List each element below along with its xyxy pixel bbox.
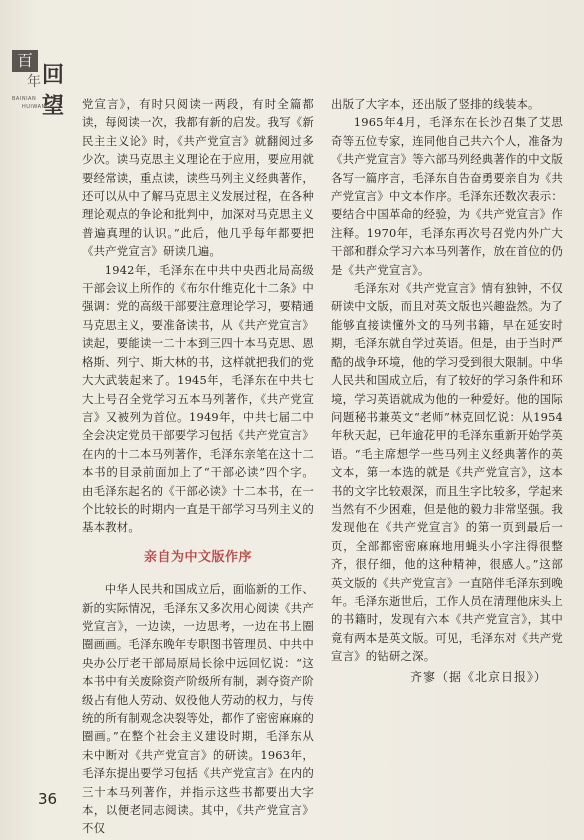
paragraph: 1965年4月，毛泽东在长沙召集了艾思奇等五位专家，连同他自己共六个人，准备为《共产党宣言》等六部马列经典著作的中文版各写一篇序言，毛泽东自告奋勇要亲自为《共产党宣言》中文本作序。毛泽东还数次表示：要结合中国革命的经验，为《共产党宣言》作注释。1970年，毛泽东再次号召党内外广大干部和群众学习六本马列著作，放在首位的仍是《共产党宣言》。 xyxy=(331,115,563,277)
section-heading xyxy=(82,548,314,567)
section-heading-text: 亲自为中文版作序 xyxy=(143,549,252,565)
logo-char-bai: 百 xyxy=(12,50,38,72)
paragraph: 毛泽东对《共产党宣言》情有独钟，不仅研读中文版，而且对英文版也兴趣盎然。为了能够直接读懂外文的马列书籍，早在延安时期，毛泽东就自学过英语。但是，由于当时严酷的战争环境，他的学习受到很大限制。中华人民共和国成立后，有了较好的学习条件和环境，学习英语就成为他的一种爱好。他的国际问题秘书兼英文“老师”林克回忆说：从1954年秋天起，已年逾花甲的毛泽东重新开始学英语。“毛主席想学一些马列主义经典著作的英文本，第一本选的就是《共产党宣言》，这本书的文字比较艰深，而且生字比较多，学起来当然有不少困难，但是他的毅力非常坚强。我发现他在《共产党宣言》的第一页到最后一页，全部都密密麻麻地用蝇头小字注得很整齐，很仔细，他的这种精神，很感人。”这部英文版的《共产党宣言》一直陪伴毛泽东到晚年。毛泽东逝世后，工作人员在清理他床头上的书籍时，发现有六本《共产党宣言》，其中竟有两本是英文版。可见，毛泽东对《共产党宣言》的钻研之深。 xyxy=(331,281,563,664)
paragraph: 党宣言》，有时只阅读一两段，有时全篇都读，每阅读一次，我都有新的启发。我写《新民主主义论》时，《共产党宣言》就翻阅过多少次。读马克思主义理论在于应用，要应用就要经常读，重点读，读些马列主义经典著作，还可以从中了解马克思主义发展过程，在各种理论观点的争论和批判中，加深对马克思主义普遍真理的认识。”此后，他几乎每年都要把《共产党宣言》研读几遍。 xyxy=(82,97,314,259)
logo-char-nian: 年 xyxy=(27,74,41,90)
left-column xyxy=(82,95,314,838)
right-column xyxy=(331,95,563,666)
section-logo xyxy=(12,50,76,119)
logo-char-huiwang: 回望 xyxy=(42,63,63,119)
paragraph: 1942年，毛泽东在中共中央西北局高级干部会议上所作的《布尔什维克化十二条》中强调：党的高级干部要注意理论学习，要精通马克思主义，要准备读书，从《共产党宣言》读起，要能读一二十本到三四十本马克思、恩格斯、列宁、斯大林的书，这样就把我们的党大大武装起来了。1945年，毛泽东在中共七大上号召全党学习五本马列著作，《共产党宣言》又被列为首位。1949年，中共七届二中全会决定党员干部要学习包括《共产党宣言》在内的十二本马列著作，毛泽东亲笔在这十二本书的目录前面加上了“干部必读”四个字。由毛泽东起名的《干部必读》十二本书，在一个比较长的时期内一直是干部学习马列主义的基本教材。 xyxy=(82,262,314,535)
logo-latin-huiwang: HUIWANG xyxy=(22,104,51,110)
paragraph: 出版了大字本，还出版了竖排的线装本。 xyxy=(331,97,540,111)
paragraph: 中华人民共和国成立后，面临新的工作、新的实际情况，毛泽东又多次用心阅读《共产党宣言》，一边读，一边思考，一边在书上圈圈画画。毛泽东晚年专职图书管理员、中共中央办公厅老干部局原局长徐中远回忆说：“这本书中有关废除资产阶级所有制，剥夺资产阶级占有他人劳动、奴役他人劳动的权力，与传统的所有制观念决裂等处，都作了密密麻麻的圈画。”在整个社会主义建设时期，毛泽东从未中断对《共产党宣言》的研读。1963年，毛泽东提出要学习包括《共产党宣言》在内的三十本马列著作，并指示这些书都要出大字本，以便老同志阅读。其中，《共产党宣言》不仅 xyxy=(82,582,314,836)
logo-latin-bainian: BAINIAN xyxy=(12,96,37,102)
byline: 齐寥（据《北京日报》） xyxy=(410,670,548,684)
page-number: 36 xyxy=(38,790,58,808)
